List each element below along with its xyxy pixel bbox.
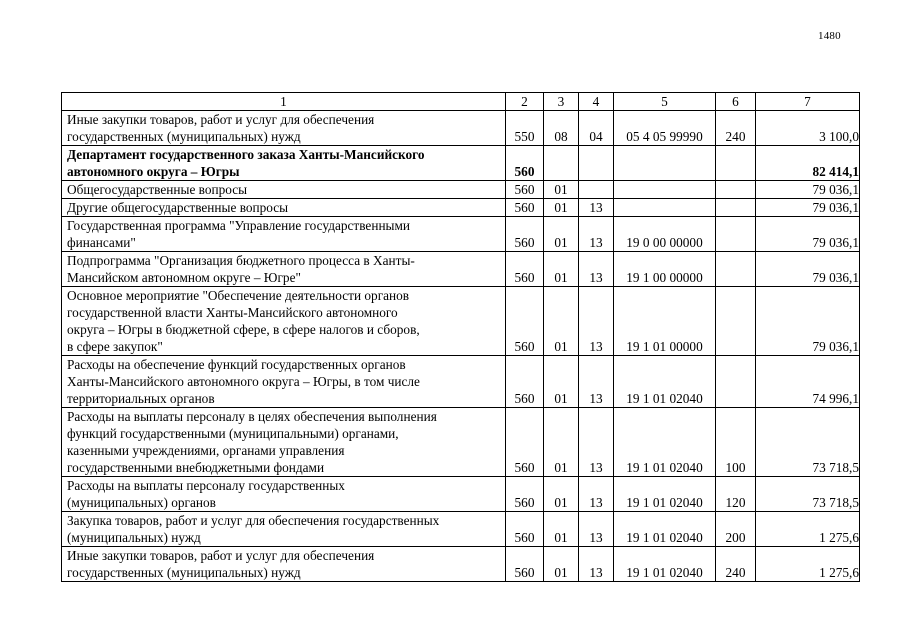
row-name-line: государственных (муниципальных) нужд: [67, 565, 301, 580]
row-name-cell: [62, 146, 506, 181]
row-name-line: Государственная программа "Управление государственными: [67, 218, 411, 233]
target-article-cell: 19 1 01 02040: [614, 547, 716, 582]
amount-cell: 1 275,6: [756, 512, 860, 547]
expense-type-cell: 240: [716, 111, 756, 146]
admin-code-cell: 560: [506, 199, 544, 217]
expense-type-cell: [716, 252, 756, 287]
section-code-cell: 01: [544, 408, 579, 477]
section-code-cell: 01: [544, 252, 579, 287]
section-code-cell: 01: [544, 356, 579, 408]
header-cell-7: 7: [756, 93, 860, 111]
subsection-code-cell: 04: [579, 111, 614, 146]
table-row: [62, 356, 860, 408]
header-cell-1: 1: [62, 93, 506, 111]
section-code-cell: 01: [544, 512, 579, 547]
admin-code-cell: 560: [506, 547, 544, 582]
admin-code-cell: 560: [506, 252, 544, 287]
row-name-line: государственной власти Ханты-Мансийского автономного: [67, 305, 398, 320]
target-article-cell: [614, 199, 716, 217]
table-row: [62, 287, 860, 356]
table-row: [62, 146, 860, 181]
row-name-cell: [62, 252, 506, 287]
subsection-code-cell: 13: [579, 356, 614, 408]
table-body: [62, 93, 860, 582]
admin-code-cell: 560: [506, 356, 544, 408]
subsection-code-cell: 13: [579, 199, 614, 217]
target-article-cell: 19 0 00 00000: [614, 217, 716, 252]
row-name-line: казенными учреждениями, органами управления: [67, 443, 345, 458]
table-row: [62, 199, 860, 217]
row-name-cell: [62, 547, 506, 582]
row-name-line: Общегосударственные вопросы: [67, 182, 248, 197]
row-name-cell: [62, 217, 506, 252]
expense-type-cell: [716, 199, 756, 217]
admin-code-cell: 550: [506, 111, 544, 146]
row-name-line: территориальных органов: [67, 391, 215, 406]
section-code-cell: 01: [544, 287, 579, 356]
row-name-line: государственными внебюджетными фондами: [67, 460, 325, 475]
table-row: [62, 408, 860, 477]
target-article-cell: 19 1 01 02040: [614, 356, 716, 408]
row-name-cell: [62, 512, 506, 547]
table-header-row: [62, 93, 860, 111]
row-name-cell: [62, 181, 506, 199]
section-code-cell: 01: [544, 181, 579, 199]
row-name-cell: [62, 477, 506, 512]
subsection-code-cell: 13: [579, 408, 614, 477]
row-name-line: Закупка товаров, работ и услуг для обеспечения государственных: [67, 513, 440, 528]
row-name-line: Ханты-Мансийского автономного округа – Югры, в том числе: [67, 374, 420, 389]
admin-code-cell: 560: [506, 512, 544, 547]
table-row: [62, 547, 860, 582]
target-article-cell: 19 1 01 02040: [614, 408, 716, 477]
amount-cell: 73 718,5: [756, 477, 860, 512]
row-name-line: в сфере закупок": [67, 339, 163, 354]
amount-cell: 79 036,1: [756, 287, 860, 356]
row-name-line: функций государственными (муниципальными) органами,: [67, 426, 399, 441]
section-code-cell: 01: [544, 477, 579, 512]
target-article-cell: [614, 181, 716, 199]
row-name-line: Расходы на выплаты персоналу в целях обеспечения выполнения: [67, 409, 437, 424]
row-name-cell: [62, 356, 506, 408]
row-name-line: Расходы на обеспечение функций государственных органов: [67, 357, 406, 372]
admin-code-cell: 560: [506, 287, 544, 356]
row-name-line: Департамент государственного заказа Ханты-Мансийского: [67, 147, 425, 162]
expense-type-cell: [716, 356, 756, 408]
header-cell-4: 4: [579, 93, 614, 111]
table-row: [62, 252, 860, 287]
row-name-line: Иные закупки товаров, работ и услуг для обеспечения: [67, 112, 375, 127]
table-row: [62, 217, 860, 252]
header-cell-3: 3: [544, 93, 579, 111]
subsection-code-cell: 13: [579, 287, 614, 356]
expense-type-cell: [716, 146, 756, 181]
header-cell-5: 5: [614, 93, 716, 111]
admin-code-cell: 560: [506, 477, 544, 512]
admin-code-cell: 560: [506, 146, 544, 181]
admin-code-cell: 560: [506, 181, 544, 199]
row-name-cell: [62, 111, 506, 146]
section-code-cell: 08: [544, 111, 579, 146]
admin-code-cell: 560: [506, 217, 544, 252]
target-article-cell: 19 1 00 00000: [614, 252, 716, 287]
amount-cell: 74 996,1: [756, 356, 860, 408]
table-row: [62, 181, 860, 199]
amount-cell: 1 275,6: [756, 547, 860, 582]
subsection-code-cell: [579, 146, 614, 181]
row-name-cell: [62, 287, 506, 356]
target-article-cell: [614, 146, 716, 181]
amount-cell: 82 414,1: [756, 146, 860, 181]
subsection-code-cell: 13: [579, 252, 614, 287]
table-row: [62, 111, 860, 146]
target-article-cell: 19 1 01 00000: [614, 287, 716, 356]
row-name-line: государственных (муниципальных) нужд: [67, 129, 301, 144]
section-code-cell: 01: [544, 547, 579, 582]
expense-type-cell: 200: [716, 512, 756, 547]
amount-cell: 3 100,0: [756, 111, 860, 146]
row-name-line: Другие общегосударственные вопросы: [67, 200, 289, 215]
expense-type-cell: [716, 217, 756, 252]
subsection-code-cell: [579, 181, 614, 199]
section-code-cell: 01: [544, 217, 579, 252]
subsection-code-cell: 13: [579, 217, 614, 252]
target-article-cell: 19 1 01 02040: [614, 512, 716, 547]
subsection-code-cell: 13: [579, 512, 614, 547]
amount-cell: 73 718,5: [756, 408, 860, 477]
expense-type-cell: 240: [716, 547, 756, 582]
row-name-line: Расходы на выплаты персоналу государственных: [67, 478, 345, 493]
row-name-line: финансами": [67, 235, 136, 250]
expense-type-cell: 120: [716, 477, 756, 512]
expense-type-cell: [716, 181, 756, 199]
row-name-cell: [62, 199, 506, 217]
amount-cell: 79 036,1: [756, 181, 860, 199]
amount-cell: 79 036,1: [756, 252, 860, 287]
row-name-line: округа – Югры в бюджетной сфере, в сфере налогов и сборов,: [67, 322, 420, 337]
target-article-cell: 19 1 01 02040: [614, 477, 716, 512]
amount-cell: 79 036,1: [756, 199, 860, 217]
row-name-line: Иные закупки товаров, работ и услуг для обеспечения: [67, 548, 375, 563]
subsection-code-cell: 13: [579, 547, 614, 582]
row-name-line: Мансийском автономном округе – Югре": [67, 270, 301, 285]
target-article-cell: 05 4 05 99990: [614, 111, 716, 146]
expense-type-cell: 100: [716, 408, 756, 477]
expense-type-cell: [716, 287, 756, 356]
subsection-code-cell: 13: [579, 477, 614, 512]
row-name-line: (муниципальных) органов: [67, 495, 216, 510]
section-code-cell: 01: [544, 199, 579, 217]
amount-cell: 79 036,1: [756, 217, 860, 252]
row-name-line: Основное мероприятие "Обеспечение деятельности органов: [67, 288, 410, 303]
header-cell-6: 6: [716, 93, 756, 111]
budget-table: [61, 92, 860, 582]
table-row: [62, 512, 860, 547]
section-code-cell: [544, 146, 579, 181]
admin-code-cell: 560: [506, 408, 544, 477]
row-name-line: (муниципальных) нужд: [67, 530, 201, 545]
row-name-line: автономного округа – Югры: [67, 164, 240, 179]
row-name-cell: [62, 408, 506, 477]
row-name-line: Подпрограмма "Организация бюджетного процесса в Ханты-: [67, 253, 415, 268]
page-number: 1480: [818, 30, 841, 42]
table-row: [62, 477, 860, 512]
header-cell-2: 2: [506, 93, 544, 111]
